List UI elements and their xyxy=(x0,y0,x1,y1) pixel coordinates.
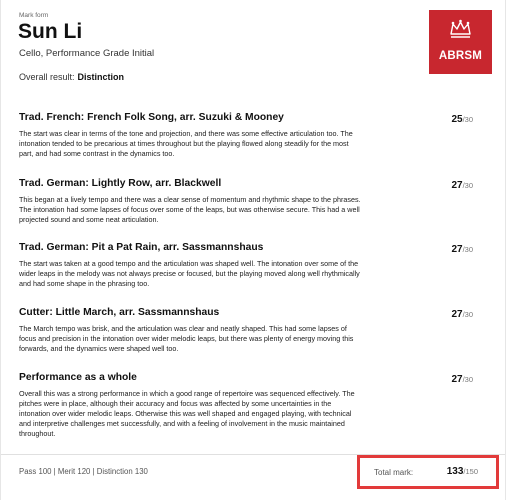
total-mark-label: Total mark: xyxy=(374,468,414,477)
section-title: Trad. German: Pit a Pat Rain, arr. Sassmannshaus xyxy=(19,242,264,253)
total-mark-box xyxy=(357,455,499,489)
abrsm-logo xyxy=(429,10,492,74)
mark-out-of: /30 xyxy=(462,375,473,384)
total-mark xyxy=(447,466,478,477)
section-piece-2 xyxy=(19,178,487,225)
section-piece-4 xyxy=(19,307,487,354)
mark-value: 27 xyxy=(451,244,463,255)
overall-result-value: Distinction xyxy=(77,72,125,82)
section-piece-3 xyxy=(19,242,487,289)
overall-result xyxy=(19,72,124,82)
logo-text: ABRSM xyxy=(438,50,483,62)
mark-value: 25 xyxy=(451,114,463,125)
mark-out-of: /30 xyxy=(462,115,473,124)
section-comment: The start was taken at a good tempo and the articulation was shaped well. The intonation over some of the wider leaps in the melody was not always precise or focused, but the playing moved along well rhythmically and had some shape in the phrasing too. xyxy=(19,259,360,288)
section-mark xyxy=(451,309,473,320)
total-mark-out-of: /150 xyxy=(463,467,478,476)
section-comment: This began at a lively tempo and there was a clear sense of momentum and rhythmic shape to the phrases. The intonation had some lapses of focus over some of the leaps, but was otherwise secure. This had a well projected sound and some neat articulation. xyxy=(19,195,361,224)
grade-thresholds: Pass 100 | Merit 120 | Distinction 130 xyxy=(19,467,148,476)
section-comment: The March tempo was brisk, and the articulation was clear and neatly shaped. This had some lapses of focus and precision in the intonation over wider melodic leaps, but there was plenty of energy moving this forwards, and the dynamics were shaped well too. xyxy=(19,324,354,353)
mark-value: 27 xyxy=(451,309,463,320)
section-title: Performance as a whole xyxy=(19,372,137,383)
section-mark xyxy=(451,374,473,385)
section-title: Trad. German: Lightly Row, arr. Blackwell xyxy=(19,178,222,189)
mark-out-of: /30 xyxy=(462,181,473,190)
section-title: Trad. French: French Folk Song, arr. Suzuki & Mooney xyxy=(19,112,284,123)
exam-description: Cello, Performance Grade Initial xyxy=(19,48,155,59)
candidate-name: Sun Li xyxy=(18,20,83,43)
section-overall-performance xyxy=(19,372,487,439)
overall-result-label: Overall result: xyxy=(19,72,75,82)
total-mark-value: 133 xyxy=(446,466,464,477)
section-mark xyxy=(451,114,473,125)
mark-out-of: /30 xyxy=(462,245,473,254)
section-comment: The start was clear in terms of the tone and projection, and there was some effective articulation too. The intonation tended to be precarious at times throughout but the playing flowed along steadily for the most part, and had some contrast in the dynamics too. xyxy=(19,129,353,158)
form-label: Mark form xyxy=(19,12,49,19)
crown-icon xyxy=(449,19,472,39)
mark-value: 27 xyxy=(451,180,463,191)
section-mark xyxy=(451,180,473,191)
section-mark xyxy=(451,244,473,255)
mark-value: 27 xyxy=(451,374,463,385)
mark-out-of: /30 xyxy=(462,310,473,319)
section-comment: Overall this was a strong performance in which a good range of repertoire was sequenced effectively. The pitches were in place, although their accuracy and focus was affected by some uncertainties in the intonation over wider melodic leaps. Otherwise this was well shaped and engaged playing, with technical and interpretive challenges met successfully, and with a feeling of involvement in the music maintained throughout. xyxy=(19,389,355,438)
section-title: Cutter: Little March, arr. Sassmannshaus xyxy=(19,307,220,318)
section-piece-1 xyxy=(19,112,487,159)
